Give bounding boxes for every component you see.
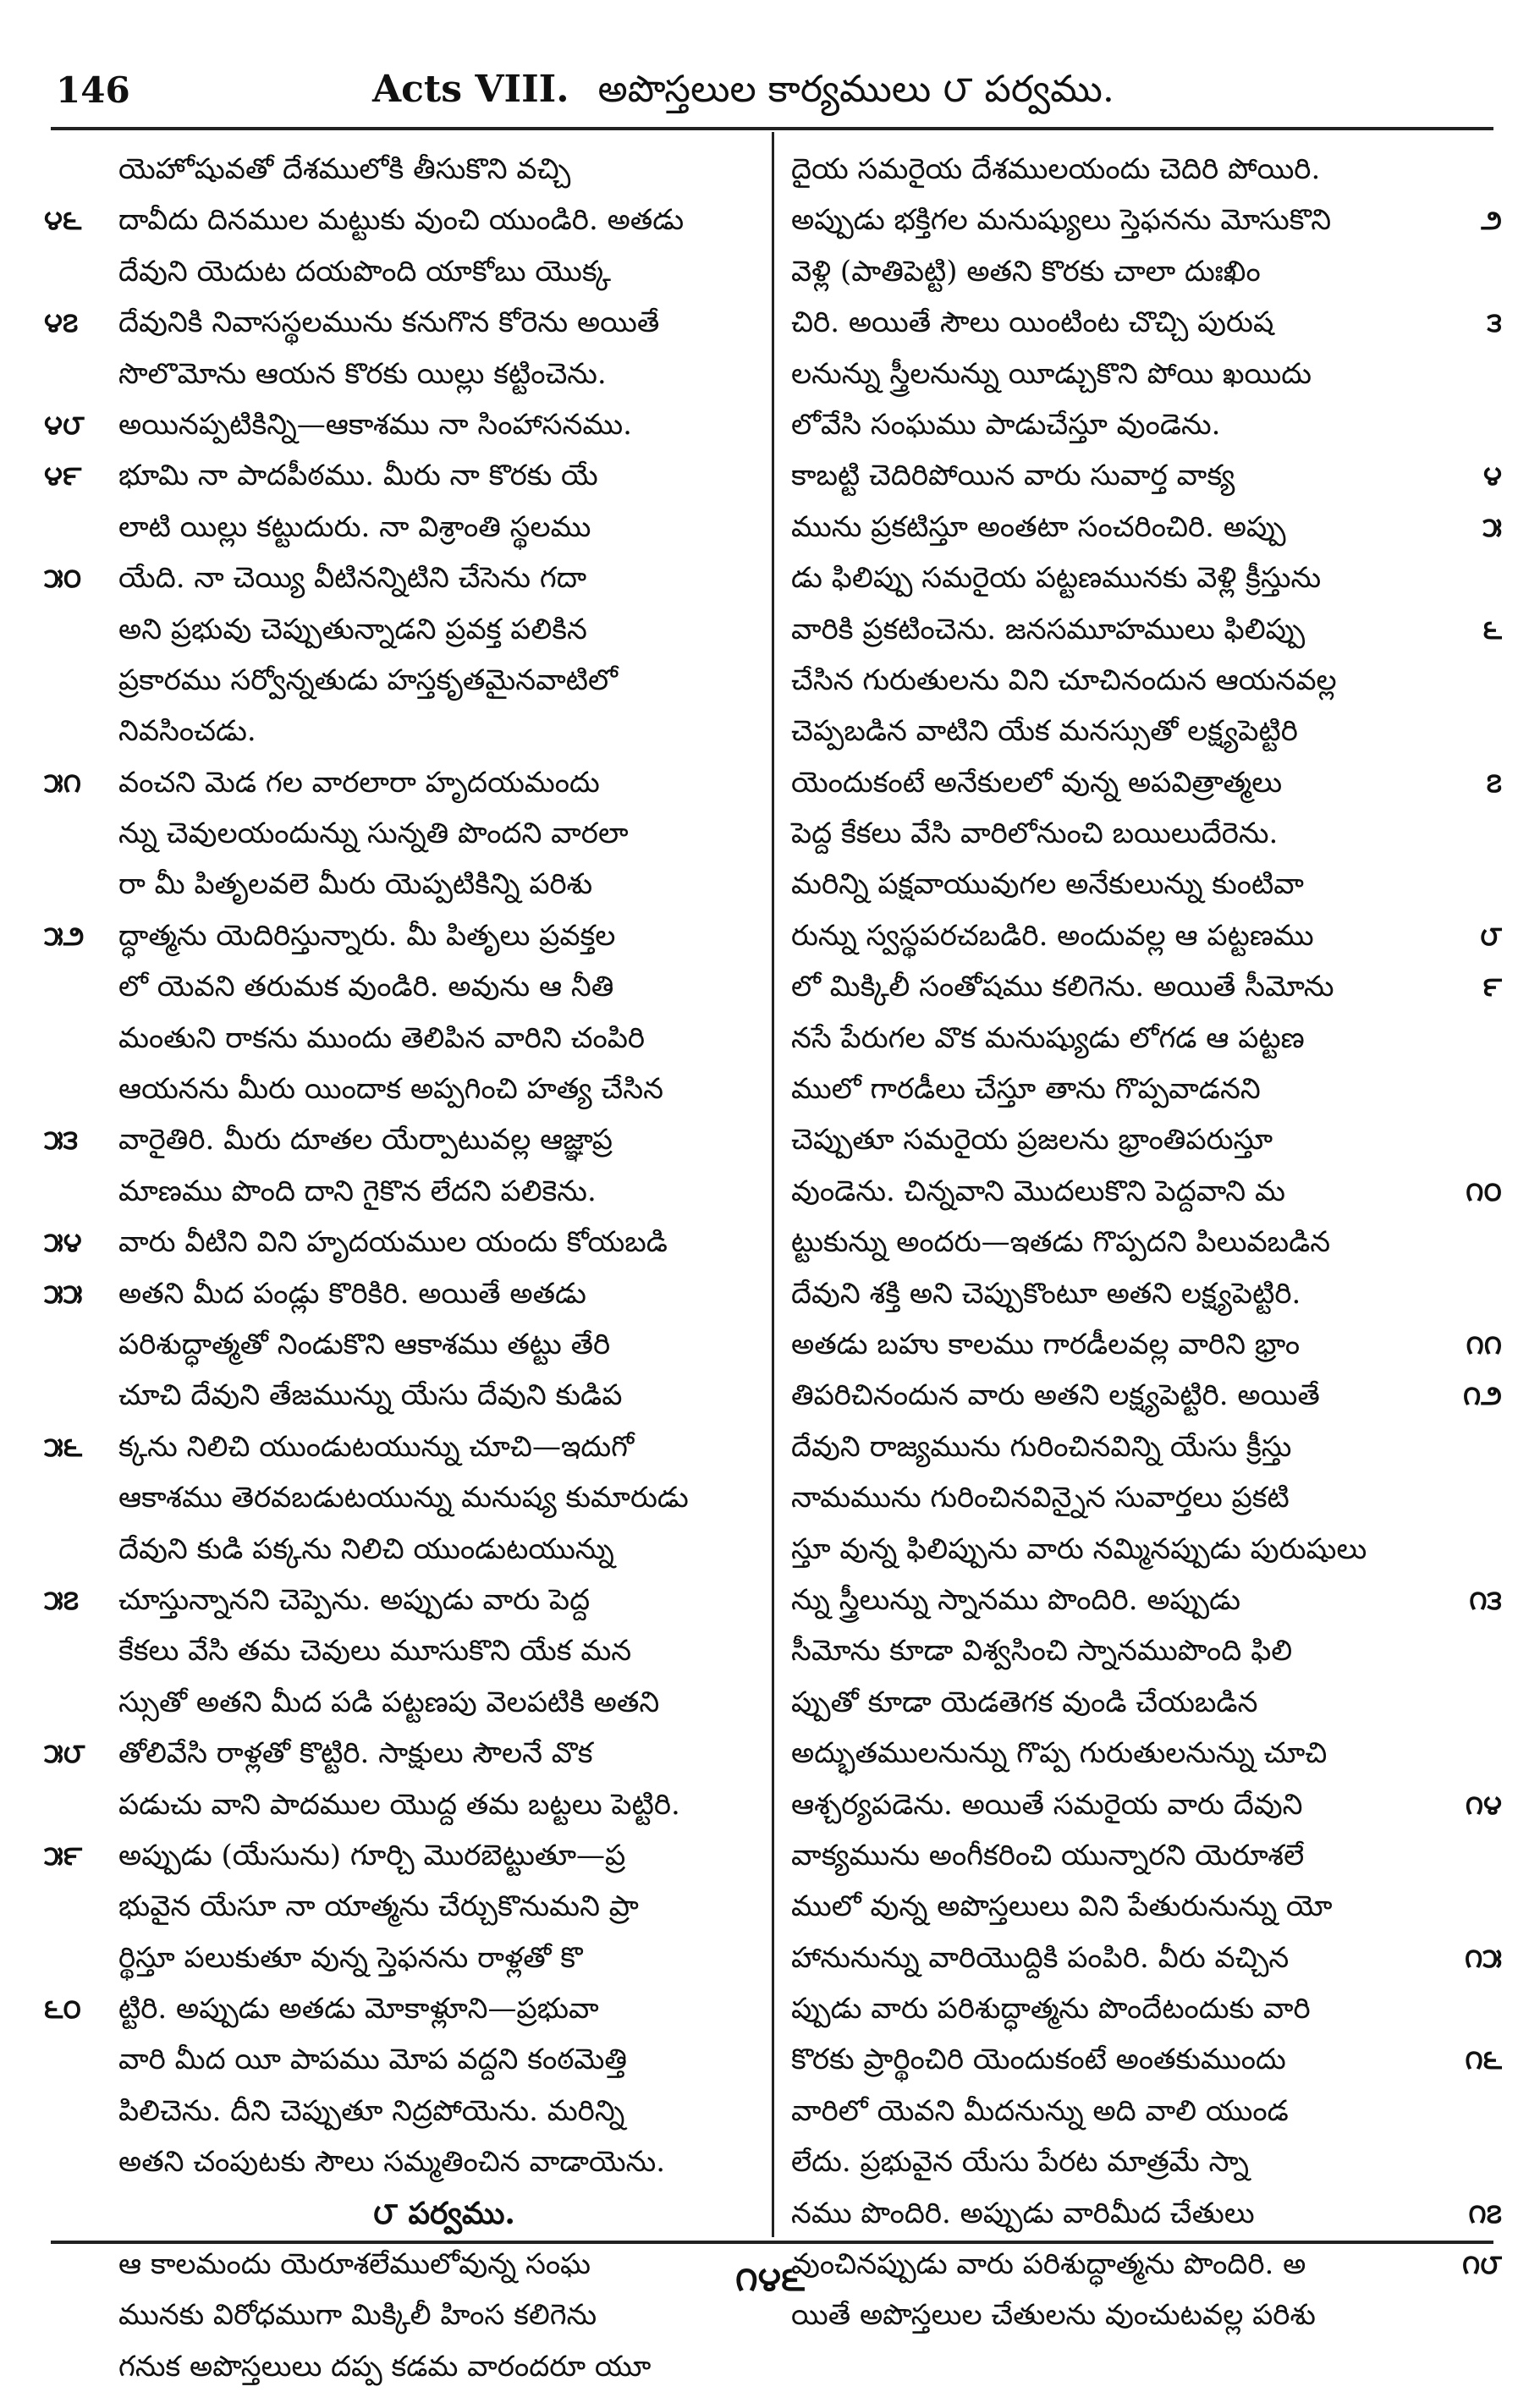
line-text: ట్టుకున్ను అందరు—ఇతడు గొప్పదని పిలువబడిన (791, 1225, 1331, 1260)
line-text: వారు వీటిని విని హృదయముల యందు కోయబడి (118, 1225, 668, 1260)
text-line (791, 1933, 1502, 1983)
line-text: భూమి నా పాదపీఠము. మీరు నా కొరకు యే (118, 459, 598, 493)
verse-number: ౫౬ (44, 1430, 83, 1463)
line-text: ప్పుడు వారు పరిశుద్ధాత్మను పొందేటందుకు వారి (791, 1992, 1311, 2026)
verse-number: ౧౭ (1468, 2197, 1502, 2230)
line-text: లో యెవని తరుమక వుండిరి. అవును ఆ నీతి (118, 970, 614, 1004)
text-line (118, 502, 770, 553)
text-line (118, 1370, 770, 1421)
text-line (791, 1983, 1443, 2034)
verse-number: ౧౫ (1464, 1941, 1502, 1974)
running-header (372, 68, 1114, 120)
verse-number: ౧౮ (1462, 2248, 1502, 2281)
verse-number: ౫౫ (44, 1277, 83, 1310)
text-line (44, 757, 770, 808)
text-line (118, 1013, 770, 1064)
text-line (791, 1114, 1443, 1165)
verse-number: ౪౮ (44, 408, 85, 441)
verse-number: ౫౮ (44, 1737, 85, 1770)
line-text: వారిలో యెవని మీదనున్ను అది వాలి యుండ (791, 2093, 1289, 2128)
line-text: అప్పుడు (యేసును) గూర్చి మొరబెట్టుతూ—ప్ర (118, 1838, 626, 1872)
text-line (791, 1319, 1502, 1370)
text-line (791, 859, 1443, 910)
text-line (791, 450, 1502, 501)
text-line (118, 2136, 770, 2187)
line-text: హానునున్ను వారియొద్దికి పంపిరి. వీరు వచ్చిన (791, 1940, 1290, 1975)
line-text: దేవుని కుడి పక్కను నిలిచి యుండుటయున్ను (118, 1531, 614, 1566)
line-text: దేవునికి నివాసస్థలమును కనుగొన కోరెను అయితే (118, 305, 660, 340)
text-line (791, 246, 1443, 297)
verse-number: ౫౧ (44, 766, 82, 799)
text-line (791, 1064, 1443, 1114)
line-text: గనుక అపొస్తలులు దప్ప కడమ వారందరూ యూ (118, 2349, 652, 2384)
text-line (44, 553, 770, 603)
line-text: నసే పేరుగల వొక మనుష్యుడు లోగడ ఆ పట్టణ (791, 1020, 1305, 1055)
text-line (791, 808, 1443, 859)
text-line (791, 553, 1443, 603)
text-line (118, 604, 770, 655)
line-text: చిరి. అయితే సౌలు యింటింట చొచ్చి పురుష (791, 305, 1274, 340)
text-line (791, 2136, 1443, 2187)
line-text: ప్పుతో కూడా యెడతెగక వుండి చేయబడిన (791, 1685, 1258, 1719)
text-line (791, 910, 1502, 961)
verse-number: ౫౨ (44, 919, 85, 952)
line-text: వారైతిరి. మీరు దూతల యేర్పాటువల్ల ఆజ్ఞాప్ర (118, 1123, 613, 1158)
text-line (118, 1064, 770, 1114)
text-line (118, 1625, 770, 1676)
line-text: మును ప్రకటిస్తూ అంతటా సంచరించిరి. అప్పు (791, 509, 1286, 544)
header-rule (51, 127, 1493, 130)
line-text: చూస్తున్నానని చెప్పెను. అప్పుడు వారు పెద్ద (118, 1582, 591, 1617)
line-text: ర్థిస్తూ పలుకుతూ వున్న స్తెఫనను రాళ్లతో కొ (118, 1940, 583, 1975)
line-text: న్ను చెవులయందున్ను సున్నతి పొందని వారలా (118, 817, 629, 851)
text-line (791, 195, 1502, 245)
header-book-english: Acts VIII. (372, 68, 569, 111)
text-line (118, 1524, 770, 1575)
verse-number: ౨ (1481, 204, 1502, 237)
text-line (118, 1779, 770, 1830)
line-text: రా మీ పితృలవలె మీరు యెప్పటికిన్ని పరిశు (118, 867, 593, 902)
line-text: మరిన్ని పక్షవాయువుగల అనేకులున్ను కుంటివా (791, 867, 1304, 902)
line-text: అయినప్పటికిన్ని—ఆకాశము నా సింహాసనము. (118, 407, 632, 442)
line-text: వారి మీద యీ పాపము మోప వద్దని కంఠమెత్తి (118, 2043, 627, 2077)
line-text: భువైన యేసూ నా యాత్మను చేర్చుకొనుమని ప్రా (118, 1889, 639, 1924)
verse-number: ౭ (1486, 766, 1502, 799)
page-number: 146 (56, 69, 130, 111)
line-text: ములో వున్న అపొస్తలులు విని పేతురునున్ను యో (791, 1889, 1333, 1924)
text-line (118, 246, 770, 297)
text-line (791, 1625, 1443, 1676)
line-text: అని ప్రభువు చెప్పుతున్నాడని ప్రవక్త పలికిన (118, 612, 587, 646)
text-line (791, 604, 1502, 655)
line-text: క్కను నిలిచి యుండుటయున్ను చూచి—ఇదుగో (118, 1429, 635, 1464)
line-text: యెహోషువతో దేశములోకి తీసుకొని వచ్చి (118, 152, 571, 186)
text-line (44, 1268, 770, 1319)
text-line (791, 297, 1502, 348)
verse-number: ౮ (1480, 919, 1502, 952)
line-text: యెందుకంటే అనేకులలో వున్న అపవిత్రాత్మలు (791, 765, 1283, 800)
text-line (791, 1370, 1502, 1421)
verse-number: ౯ (1482, 971, 1502, 1004)
line-text: ఆకాశము తెరవబడుటయున్ను మనుష్య కుమారుడు (118, 1481, 689, 1515)
verse-number: ౪౯ (44, 459, 82, 492)
line-text: నము పొందిరి. అప్పుడు వారిమీద చేతులు (791, 2196, 1255, 2230)
text-line (44, 297, 770, 348)
line-text: లేదు. ప్రభువైన యేసు పేరట మాత్రమే స్నా (791, 2145, 1249, 2180)
text-line (44, 1217, 770, 1267)
left-column (44, 144, 770, 2392)
text-line (118, 808, 770, 859)
line-text: ములో గారడీలు చేస్తూ తాను గొప్పవాడనని (791, 1072, 1261, 1107)
text-line (791, 1881, 1443, 1932)
line-text: అతడు బహు కాలము గారడీలవల్ల వారిని భ్రాం (791, 1327, 1301, 1361)
text-line (118, 1166, 770, 1217)
line-text: చేసిన గురుతులను విని చూచినందున ఆయనవల్ల (791, 663, 1337, 697)
text-line (118, 2341, 770, 2392)
line-text: డు ఫిలిప్పు సమరైయ పట్టణమునకు వెళ్లి క్రీస్తును (791, 561, 1322, 596)
text-line (791, 1217, 1443, 1267)
verse-number: ౬ (1482, 613, 1502, 646)
line-text: మాణము పొంది దాని గైకొన లేదని పలికెను. (118, 1174, 597, 1208)
text-line (44, 1421, 770, 1472)
verse-number: ౪ (1483, 459, 1502, 492)
text-line (118, 144, 770, 195)
text-line (44, 1728, 770, 1779)
line-text: అద్భుతములనున్ను గొప్ప గురుతులనున్ను చూచి (791, 1736, 1328, 1771)
text-line (44, 450, 770, 501)
line-text: సొలొమోను ఆయన కొరకు యిల్లు కట్టించెను. (118, 356, 607, 391)
text-line (118, 706, 770, 756)
text-line (791, 1779, 1502, 1830)
verse-number: ౫౯ (44, 1839, 83, 1872)
line-text: పెద్ద కేకలు వేసి వారిలోనుంచి బయిలుదేరెను. (791, 817, 1279, 851)
text-line (791, 2034, 1502, 2085)
verse-number: ౧౬ (1465, 2043, 1502, 2076)
verse-number: ౫౭ (44, 1583, 80, 1616)
text-line (791, 1013, 1443, 1064)
text-line (791, 349, 1443, 399)
text-line (791, 1575, 1502, 1625)
verse-number: ౪౭ (44, 306, 79, 339)
text-line (118, 1472, 770, 1523)
text-line (791, 1524, 1443, 1575)
line-text: రున్ను స్వస్థపరచబడిరి. అందువల్ల ఆ పట్టణము (791, 918, 1314, 953)
text-line (44, 1830, 770, 1881)
line-text: అతని మీద పండ్లు కొరికిరి. అయితే అతడు (118, 1276, 586, 1311)
text-line (791, 144, 1443, 195)
text-line (791, 706, 1443, 756)
line-text: తిపరిచినందున వారు అతని లక్ష్యపెట్టిరి. అయితే (791, 1378, 1320, 1413)
verse-number: ౧౧ (1466, 1328, 1502, 1361)
column-divider (772, 132, 774, 2237)
line-text: న్ను స్త్రీలున్ను స్నానము పొందిరి. అప్పుడు (791, 1582, 1241, 1617)
line-text: ద్ధాత్మను యెదిరిస్తున్నారు. మీ పితృలు ప్రవక్తల (118, 918, 616, 953)
line-text: దేవుని యెదుట దయపొంది యాకోబు యొక్క (118, 254, 612, 289)
line-text: మునకు విరోధముగా మిక్కిలీ హింస కలిగెను (118, 2298, 597, 2333)
verse-number: ౧౪ (1465, 1788, 1502, 1821)
line-text: కొరకు ప్రార్థించిరి యెందుకంటే అంతకుముందు (791, 2043, 1286, 2077)
text-line (44, 1575, 770, 1625)
line-text: లో మిక్కిలీ సంతోషము కలిగెను. అయితే సీమోను (791, 970, 1334, 1004)
line-text: ప్రకారము సర్వోన్నతుడు హస్తకృతమైనవాటిలో (118, 663, 618, 697)
text-line (791, 655, 1443, 706)
text-line (791, 1166, 1502, 1217)
line-text: యేది. నా చెయ్యి వీటినన్నిటిని చేసెను గదా (118, 561, 587, 596)
line-text: వుండెను. చిన్నవాని మొదలుకొని పెద్దవాని మ (791, 1174, 1285, 1208)
line-text: లాటి యిల్లు కట్టుదురు. నా విశ్రాంతి స్థలము (118, 509, 591, 544)
line-text: చెప్పుతూ సమరైయ ప్రజలను భ్రాంతిపరుస్తూ (791, 1123, 1273, 1158)
line-text: వంచని మెడ గల వారలారా హృదయమందు (118, 765, 600, 800)
text-line (44, 1983, 770, 2034)
text-line (44, 399, 770, 450)
text-line (791, 757, 1502, 808)
line-text: లనున్ను స్త్రీలనున్ను యీడ్చుకొని పోయి ఖయిదు (791, 356, 1312, 391)
text-line (118, 2034, 770, 2085)
text-line (118, 2086, 770, 2136)
line-text: వాక్యమును అంగీకరించి యున్నారని యెరూశలే (791, 1838, 1305, 1872)
text-line (791, 1421, 1443, 1472)
line-text: చూచి దేవుని తేజమున్ను యేసు దేవుని కుడిప (118, 1378, 623, 1413)
text-line (791, 2188, 1502, 2239)
text-line (791, 1830, 1443, 1881)
line-text: దేవుని శక్తి అని చెప్పుకొంటూ అతని లక్ష్యపెట్టిరి. (791, 1276, 1301, 1311)
line-text: దేవుని రాజ్యమును గురించినవిన్ని యేసు క్రీస్తు (791, 1429, 1292, 1464)
verse-number: ౧౦ (1466, 1174, 1502, 1207)
text-line (118, 655, 770, 706)
text-line (44, 1114, 770, 1165)
header-book-telugu: అపొస్తలుల కార్యములు ౮ పర్వము. (597, 68, 1114, 111)
line-text: తోలివేసి రాళ్లతో కొట్టిరి. సాక్షులు సౌలనే వొక (118, 1736, 593, 1771)
text-line (44, 910, 770, 961)
text-line (791, 1268, 1443, 1319)
line-text: పిలిచెను. దీని చెప్పుతూ నిద్రపోయెను. మరిన్ని (118, 2093, 625, 2128)
line-text: చెప్పబడిన వాటిని యేక మనస్సుతో లక్ష్యపెట్టిరి (791, 714, 1298, 749)
text-line (118, 859, 770, 910)
verse-number: ౫ (1482, 510, 1502, 543)
line-text: పడుచు వాని పాదముల యొద్ద తమ బట్టలు పెట్టిరి. (118, 1787, 680, 1822)
line-text: ఆయనను మీరు యిందాక అప్పగించి హత్య చేసిన (118, 1072, 663, 1107)
text-line (791, 1728, 1443, 1779)
line-text: కేకలు వేసి తమ చెవులు మూసుకొని యేక మన (118, 1634, 632, 1669)
line-text: యితే అపొస్తలుల చేతులను వుంచుటవల్ల పరిశు (791, 2298, 1316, 2333)
text-line (791, 502, 1502, 553)
page-footer-signature: ౧౪౬ (735, 2259, 805, 2299)
line-text: వుంచినప్పుడు వారు పరిశుద్ధాత్మను పొందిరి. అ (791, 2247, 1306, 2282)
line-text: కాబట్టి చెదిరిపోయిన వారు సువార్త వాక్య (791, 459, 1235, 493)
verse-number: ౬౦ (44, 1993, 81, 2026)
text-line (791, 961, 1502, 1012)
verse-number: ౩ (1487, 306, 1502, 339)
line-text: వెళ్లి (పాతిపెట్టి) అతని కొరకు చాలా దుఃఖిం (791, 254, 1261, 289)
verse-number: ౫౦ (44, 562, 82, 595)
line-text: అప్పుడు భక్తిగల మనుష్యులు స్తెఫనను మోసుకొని (791, 203, 1332, 238)
line-text: పరిశుద్ధాత్మతో నిండుకొని ఆకాశము తట్టు తేరి (118, 1327, 611, 1361)
line-text: లోవేసి సంఘము పాడుచేస్తూ వుండెను. (791, 407, 1221, 442)
text-line (44, 195, 770, 245)
line-text: ఆ కాలమందు యెరూశలేములోవున్న సంఘ (118, 2247, 591, 2282)
text-line (118, 961, 770, 1012)
verse-number: ౫౪ (44, 1226, 82, 1259)
verse-number: ౫౩ (44, 1124, 79, 1157)
text-line (118, 1881, 770, 1932)
line-text: వారికి ప్రకటించెను. జనసమూహములు ఫిలిప్పు (791, 612, 1306, 646)
text-line (791, 2086, 1443, 2136)
right-column (791, 144, 1502, 2341)
text-line (791, 1677, 1443, 1728)
verse-number: ౧౩ (1469, 1583, 1502, 1616)
line-text: నివసించడు. (118, 714, 256, 749)
line-text: దావీదు దినముల మట్టుకు వుంచి యుండిరి. అతడు (118, 203, 685, 238)
text-line (118, 349, 770, 399)
text-line (791, 399, 1443, 450)
chapter-heading (118, 2188, 770, 2239)
line-text: ట్టిరి. అప్పుడు అతడు మోకాళ్లూని—ప్రభువా (118, 1992, 599, 2026)
line-text: స్తూ వున్న ఫిలిప్పును వారు నమ్మినప్పుడు పురుషులు (791, 1531, 1367, 1566)
line-text: స్సుతో అతని మీద పడి పట్టణపు వెలపటికి అతని (118, 1685, 660, 1719)
text-line (118, 1319, 770, 1370)
line-text: ఆశ్చర్యపడెను. అయితే సమరైయ వారు దేవుని (791, 1787, 1303, 1822)
line-text: ౮ పర్వము. (373, 2195, 515, 2231)
line-text: అతని చంపుటకు సౌలు సమ్మతించిన వాడాయెను. (118, 2145, 666, 2180)
line-text: దైయ సమరైయ దేశములయందు చెదిరి పోయిరి. (791, 152, 1321, 186)
verse-number: ౧౨ (1462, 1379, 1502, 1412)
line-text: నామమును గురించినవిన్నైన సువార్తలు ప్రకటి (791, 1481, 1290, 1515)
text-line (118, 1933, 770, 1983)
line-text: మంతుని రాకను ముందు తెలిపిన వారిని చంపిరి (118, 1020, 646, 1055)
text-line (791, 1472, 1443, 1523)
verse-number: ౪౬ (44, 204, 82, 237)
line-text: సీమోను కూడా విశ్వసించి స్నానముపొంది ఫిలి (791, 1634, 1293, 1669)
text-line (118, 1677, 770, 1728)
